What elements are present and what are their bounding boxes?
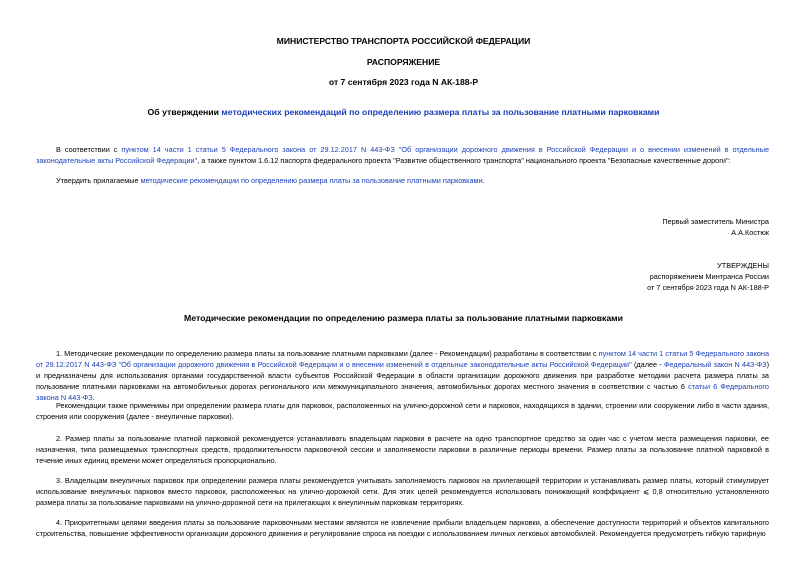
approve-paragraph	[36, 176, 769, 187]
paragraph-2: Рекомендации также применимы при определении размера платы для парковок, расположенных на улично-дорожной сети и парковок, находящихся в здании, строении или сооружении либо в части здания, строения или сооружения (далее - внеуличные парковки).	[36, 401, 769, 421]
approved-block	[647, 261, 769, 294]
paragraph-3: 2. Размер платы за пользование платной парковкой рекомендуется устанавливать владельцам парковки в расчете на одно транспортное средство за один час с учетом места размещения парковки, ее назначения, типа размещаемых транспортных средств, продолжительности парковочной сессии и заполняемости парковки в различные периоды времени. Размер платы за пользование платной парковкой в течение иных единиц времени может определяться пропорционально.	[36, 434, 769, 465]
ministry-heading: МИНИСТЕРСТВО ТРАНСПОРТА РОССИЙСКОЙ ФЕДЕРАЦИИ	[276, 36, 531, 46]
guidelines-link[interactable]: методические рекомендации по определению размера платы за пользование платными парковками	[140, 176, 483, 185]
p1-law-short-link[interactable]: Федеральный закон N 443-ФЗ	[663, 359, 767, 369]
p1-text-4: .	[92, 392, 95, 402]
document-title	[0, 106, 807, 119]
title-link[interactable]: методических рекомендаций по определению размера платы за пользование платными парковками	[221, 107, 660, 117]
title-prefix: Об утверждении	[147, 107, 222, 117]
p4-formula: ⩽	[643, 486, 650, 496]
guidelines-title: Методические рекомендации по определению размера платы за пользование платными парковками	[184, 313, 623, 323]
paragraph-1	[36, 349, 769, 404]
law-link[interactable]: пунктом 14 части 1 статьи 5 Федерального закона от 29.12.2017 N 443-ФЗ "Об организации дорожного движения в Российской Федерации и о внесении изменений в отдельные законодательные акты Российской Федерации"	[36, 145, 769, 165]
p4-text-2: 0,8 относительно установленного размера платы за пользование парковками на улично-дорожной сети на прилегающих к внеуличным парковкам территориях.	[36, 486, 769, 507]
p1-text-1: 1. Методические рекомендации по определению размера платы за пользование платными парковками (далее - Рекомендации) разработаны в соответствии с	[56, 349, 599, 358]
p1-article-link[interactable]: статьи 6 Федерального закона N 443-ФЗ	[36, 381, 769, 402]
approve-text-2: .	[482, 176, 485, 185]
p1-law-link[interactable]: пунктом 14 части 1 статьи 5 Федерального закона от 29.12.2017 N 443-ФЗ "Об организации дорожного движения в Российской Федерации и о внесении изменений в отдельные законодательные акты Российской Федерации"	[36, 349, 770, 369]
p1-text-3: ) и предназначены для использования органами государственной власти субъектов Российской Федерации в области организации дорожного движения при разработке методики расчета размера платы за пользование платными парковками на автомобильных дорогах регионального или межмуниципального значения, автомобильных дорогах местного значения в соответствии с частью 6	[36, 359, 770, 391]
p4-text-1: 3. Владельцам внеуличных парковок при определении размера платы рекомендуется учитывать заполняемость парковок на прилегающей территории и устанавливать размер платы, который стимулирует использование внеуличных парковок вместо парковок, расположенных на улично-дорожной сети. Для этих целей рекомендуется использовать понижающий коэффициент	[36, 476, 769, 496]
approve-text-1: Утвердить прилагаемые	[56, 176, 141, 185]
preamble-text-2: , а также пунктом 1.6.12 паспорта федерального проекта "Развитие общественного транспорта" национального проекта "Безопасные качественные дороги":	[197, 155, 731, 165]
paragraph-5: 4. Приоритетными целями введения платы за пользование парковочными местами являются не извлечение прибыли владельцем парковки, а обеспечение доступности территорий и объектов капитального строительства, повышение эффективности организации дорожного движения и регулирование спроса на поездки с использованием личных легковых автомобилей. Рекомендуется предусмотреть гибкую тарифную	[36, 518, 769, 538]
paragraph-4	[36, 476, 769, 509]
approved-date: от 7 сентября 2023 года N АК-188-Р	[647, 282, 769, 292]
p1-text-2: (далее -	[631, 359, 664, 369]
preamble-paragraph	[36, 145, 769, 167]
document-type: РАСПОРЯЖЕНИЕ	[366, 57, 441, 67]
document-date-number: от 7 сентября 2023 года N АК-188-Р	[328, 77, 479, 87]
signature-position: Первый заместитель Министра	[662, 217, 769, 226]
signature-name: А.А.Костюк	[731, 227, 769, 237]
approved-label: УТВЕРЖДЕНЫ	[717, 261, 769, 270]
approved-by: распоряжением Минтранса России	[649, 271, 769, 281]
signature-block	[662, 217, 769, 239]
preamble-text-1: В соответствии с	[56, 145, 122, 154]
